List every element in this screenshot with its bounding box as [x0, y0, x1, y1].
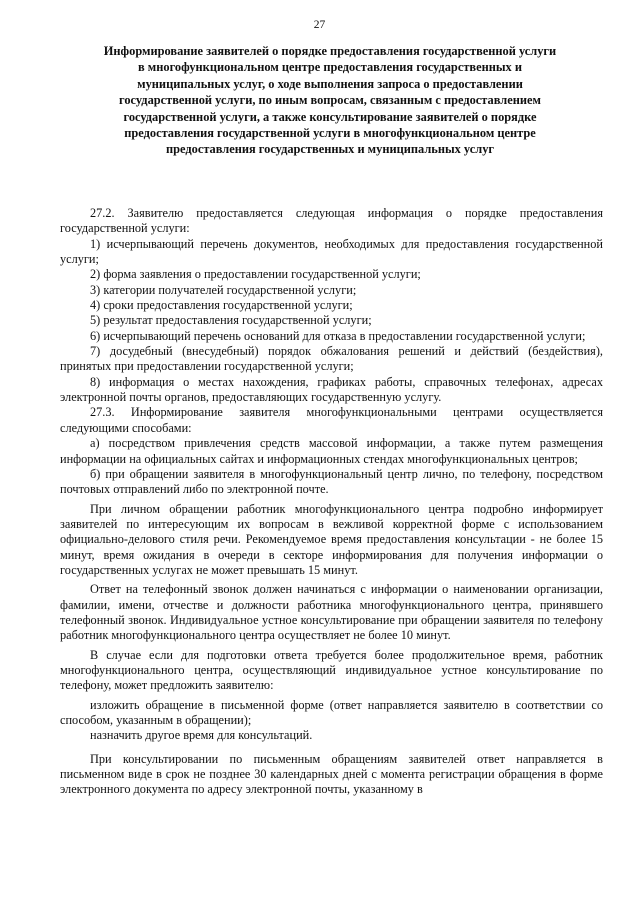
option-written-request: изложить обращение в письменной форме (ответ направляется заявителю в соответствии со способом, указанным в обращении);: [60, 697, 603, 727]
page-number: 27: [313, 19, 326, 31]
option-other-time: назначить другое время для консультаций.: [90, 728, 313, 743]
paragraph-27-2: 27.2. Заявителю предоставляется следующая информация о порядке предоставления государственной услуги:: [60, 206, 603, 236]
list-item-a: а) посредством привлечения средств массовой информации, а также путем размещения информации на официальных сайтах и информационных стендах многофункциональных центров;: [60, 436, 603, 466]
list-item-1: 1) исчерпывающий перечень документов, необходимых для предоставления государственной услуги;: [60, 236, 603, 267]
section-heading: Информирование заявителей о порядке предоставления государственной услуги в многофункциональном центре предоставления государственных и муниципальных услуг, о ходе выполнения запроса о предоставлении государственной услуги, по иным вопросам, связанным с предоставлением государственной услуги, а также консультирование заявителей о порядке предоставления государственной услуги в многофункциональном центре предоставления государственных и муниципальных услуг: [103, 44, 557, 157]
paragraph-longer-time: В случае если для подготовки ответа требуется более продолжительное время, работник многофункционального центра, осуществляющий индивидуальное устное консультирование по телефону, может предложить заявителю:: [60, 647, 603, 693]
list-item-3: 3) категории получателей государственной услуги;: [90, 282, 357, 297]
list-item-2: 2) форма заявления о предоставлении государственной услуги;: [90, 267, 421, 282]
list-item-8: 8) информация о местах нахождения, графиках работы, справочных телефонах, адресах электронной почты органов, предоставляющих государственную услугу.: [60, 374, 603, 405]
list-item-b: б) при обращении заявителя в многофункциональный центр лично, по телефону, посредством почтовых отправлений либо по электронной почте.: [60, 466, 603, 497]
list-item-4: 4) сроки предоставления государственной услуги;: [90, 298, 353, 313]
list-item-7: 7) досудебный (внесудебный) порядок обжалования решений и действий (бездействия), принятых при предоставлении государственной услуги;: [60, 344, 603, 374]
list-item-5: 5) результат предоставления государственной услуги;: [90, 313, 372, 328]
paragraph-27-3: 27.3. Информирование заявителя многофункциональными центрами осуществляется следующими способами:: [60, 405, 603, 435]
paragraph-phone-call: Ответ на телефонный звонок должен начинаться с информации о наименовании организации, фамилии, имени, отчестве и должности работника многофункционального центра, принявшего телефонный звонок. Индивидуальное устное консультирование при обращении заявителя по телефону работник многофункционального центра осуществляет не более 10 минут.: [60, 582, 603, 643]
document-body: [60, 206, 603, 798]
list-item-6: 6) исчерпывающий перечень оснований для отказа в предоставлении государственной услуги;: [90, 328, 586, 343]
paragraph-written-consultation: При консультировании по письменным обращениям заявителей ответ направляется в письменном виде в срок не позднее 30 календарных дней с момента регистрации обращения в форме электронного документа по адресу электронной почты, указанному в: [60, 751, 603, 797]
paragraph-personal-visit: При личном обращении работник многофункционального центра подробно информирует заявителей по интересующим их вопросам в вежливой корректной форме с использованием официально-делового стиля речи. Рекомендуемое время предоставления консультации - не более 15 минут, время ожидания в очереди в секторе информирования для получения информации о государственных услугах не может превышать 15 минут.: [60, 501, 603, 577]
